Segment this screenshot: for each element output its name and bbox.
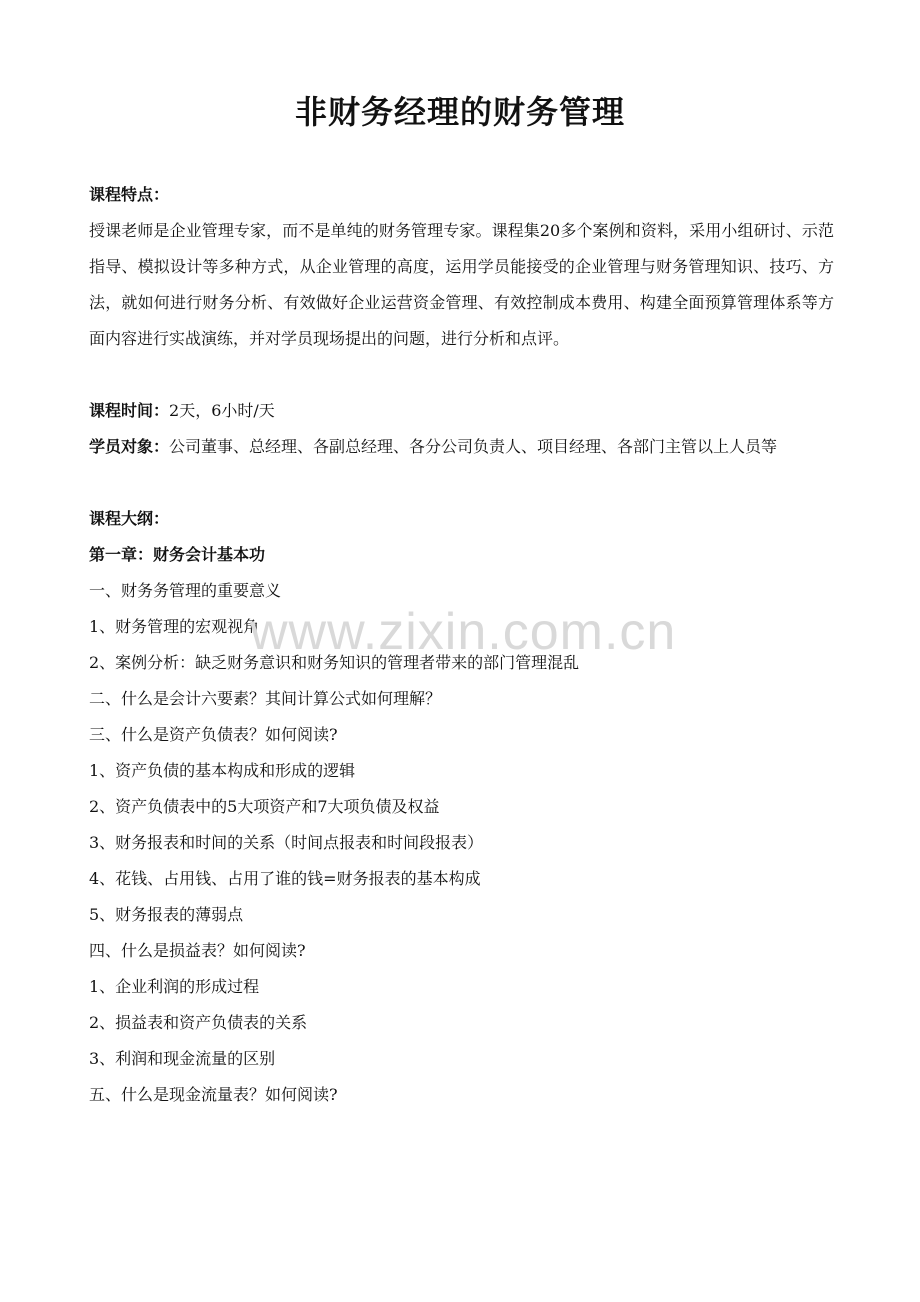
outline-item: 2、案例分析：缺乏财务意识和财务知识的管理者带来的部门管理混乱 xyxy=(89,653,580,672)
outline-label: 课程大纲： xyxy=(89,509,170,528)
document-body xyxy=(89,177,834,1113)
outline-item: 2、资产负债表中的5大项资产和7大项负债及权益 xyxy=(89,797,440,816)
outline-item: 五、什么是现金流量表？如何阅读? xyxy=(89,1085,338,1104)
spacer xyxy=(89,357,834,393)
document-title: 非财务经理的财务管理 xyxy=(294,93,625,131)
audience-value: 公司董事、总经理、各副总经理、各分公司负责人、项目经理、各部门主管以上人员等 xyxy=(169,437,778,456)
course-time-value: 2天，6小时/天 xyxy=(169,401,275,420)
outline-item: 1、财务管理的宏观视角 xyxy=(89,617,260,636)
spacer xyxy=(89,465,834,501)
outline-item: 1、资产负债的基本构成和形成的逻辑 xyxy=(89,761,356,780)
outline-item: 5、财务报表的薄弱点 xyxy=(89,905,244,924)
audience-label: 学员对象： xyxy=(89,437,170,456)
outline-item: 1、企业利润的形成过程 xyxy=(89,977,260,996)
course-time xyxy=(89,393,834,429)
outline-item: 二、什么是会计六要素？其间计算公式如何理解？ xyxy=(89,689,442,708)
outline-item: 3、利润和现金流量的区别 xyxy=(89,1049,276,1068)
chapter-heading: 第一章：财务会计基本功 xyxy=(89,545,266,564)
outline-item: 一、财务务管理的重要意义 xyxy=(89,581,282,600)
features-label: 课程特点： xyxy=(89,185,170,204)
audience xyxy=(89,429,834,465)
outline-item: 3、财务报表和时间的关系（时间点报表和时间段报表） xyxy=(89,833,484,852)
outline-item: 四、什么是损益表？如何阅读? xyxy=(89,941,306,960)
outline-item: 三、什么是资产负债表？如何阅读? xyxy=(89,725,338,744)
outline-item: 2、损益表和资产负债表的关系 xyxy=(89,1013,308,1032)
outline-item: 4、花钱、占用钱、占用了谁的钱=财务报表的基本构成 xyxy=(89,869,481,888)
watermark-text: www.zixin.com.cn xyxy=(250,603,677,661)
course-time-label: 课程时间： xyxy=(89,401,170,420)
features-text: 授课老师是企业管理专家，而不是单纯的财务管理专家。课程集20多个案例和资料，采用小组研讨、示范指导、模拟设计等多种方式，从企业管理的高度，运用学员能接受的企业管理与财务管理知识、技巧、方法，就如何进行财务分析、有效做好企业运营资金管理、有效控制成本费用、构建全面预算管理体系等方面内容进行实战演练，并对学员现场提出的问题，进行分析和点评。 xyxy=(89,221,834,348)
